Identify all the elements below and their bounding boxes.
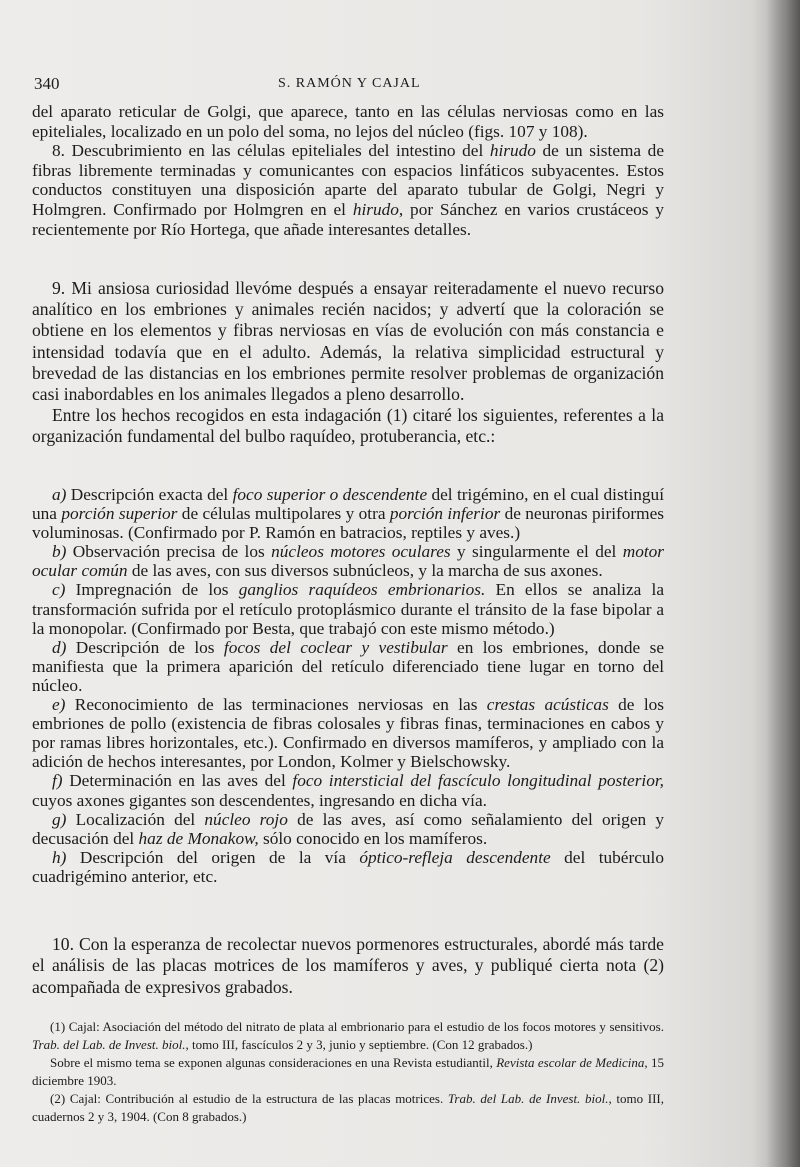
- item-text: de las aves, con sus diversos subnúcleos, y la marcha de sus axones.: [127, 561, 603, 581]
- item-italic: focos del coclear y vestibular: [223, 637, 448, 657]
- footnote-italic: Trab. del Lab. de Invest. biol.: [32, 1037, 186, 1052]
- list-label: c): [52, 580, 66, 600]
- item-text: Descripción exacta del: [66, 485, 233, 504]
- item-text: cuyos axones gigantes son descendentes, ingresando en dicha vía.: [32, 790, 487, 810]
- item-text: Reconocimiento de las terminaciones nerviosas en las: [65, 695, 487, 715]
- p8-text-b: de un sistema de fibras libremente terminadas y comunicantes con espacios linfáticos subyacentes. Estos conductos constituyen una disposición aparte del aparato tubular de Golgi, Negri y Holmgren. Confirmado por Holmgren en el: [32, 141, 664, 219]
- book-spine-shadow: [766, 0, 800, 1167]
- list-item-c: [32, 580, 664, 637]
- item-text: Localización del: [66, 809, 205, 829]
- item-italic: porción superior: [61, 504, 178, 524]
- footnote-italic: Trab. del Lab. de Invest. biol.: [447, 1091, 609, 1106]
- findings-list: [32, 485, 664, 886]
- list-item-f: [32, 771, 664, 809]
- text-block-10: [32, 934, 664, 998]
- page-number: 340: [34, 74, 60, 93]
- list-label: g): [52, 809, 67, 829]
- list-label: h): [52, 847, 67, 867]
- list-item-e: [32, 695, 664, 771]
- item-text: de neuronas piriformes voluminosas. (Confirmado por P. Ramón en batracios, reptiles y aves.): [32, 504, 665, 543]
- running-head: S. RAMÓN Y CAJAL: [278, 76, 421, 91]
- footnote-text: Sobre el mismo tema se exponen algunas consideraciones en una Revista estudiantil,: [50, 1055, 497, 1070]
- p8-text-a: 8. Descubrimiento en las células epiteliales del intestino del: [52, 141, 490, 161]
- footnote-italic: Revista escolar de Medicina: [496, 1055, 645, 1070]
- item-text: de las aves, así como señalamiento del origen y decusación del: [32, 809, 664, 848]
- list-item-g: [32, 810, 664, 848]
- list-item-a: [32, 485, 664, 542]
- paragraph-continued: del aparato reticular de Golgi, que aparece, tanto en las células nerviosas como en las epiteliales, localizado en un polo del soma, no lejos del núcleo (figs. 107 y 108).: [32, 102, 664, 141]
- item-text: del trigémino, en el cual distinguí una: [32, 485, 665, 524]
- footnote-text: (2) Cajal: Contribución al estudio de la estructura de las placas motrices.: [50, 1091, 448, 1106]
- footnote-1: [32, 1018, 664, 1054]
- item-italic: núcleos motores oculares: [271, 542, 451, 562]
- item-italic: foco intersticial del fascículo longitudinal posterior,: [292, 771, 664, 791]
- footnote-text: , tomo III, fascículos 2 y 3, junio y septiembre. (Con 12 grabados.): [185, 1037, 533, 1052]
- list-item-d: [32, 638, 664, 695]
- item-text: del tubérculo cuadrigémino anterior, etc.: [32, 847, 664, 886]
- item-text: de células multipolares y otra: [177, 504, 390, 524]
- item-text: en los embriones, donde se manifiesta que la primera aparición del retículo diferenciado tiene lugar en torno del núcleo.: [32, 637, 664, 695]
- paragraph-9-continued: Entre los hechos recogidos en esta indagación (1) citaré los siguientes, referentes a la organización fundamental del bulbo raquídeo, protuberancia, etc.:: [32, 405, 664, 447]
- footnote-1-continued: [32, 1054, 664, 1090]
- p8-italic-a: hirudo: [489, 141, 536, 161]
- item-italic: núcleo rojo: [204, 809, 288, 829]
- item-text: de los embriones de pollo (existencia de fibras colosales y fibras finas, terminaciones en cabos y por ramas libres horizontales, etc.). Confirmado en diversos mamíferos, y ampliado con la adición de hechos interesantes, por London, Kolmer y Bielschowsky.: [32, 695, 664, 772]
- item-text: Observación precisa de los: [66, 542, 272, 562]
- paragraph-8: [32, 141, 664, 239]
- item-italic: porción inferior: [389, 504, 501, 524]
- footnote-text: , tomo III, cuadernos 2 y 3, 1904. (Con 8 grabados.): [32, 1091, 665, 1124]
- item-italic: haz de Monakow,: [138, 828, 259, 848]
- p8-italic-b: hirudo: [352, 199, 399, 219]
- item-text: sólo conocido en los mamíferos.: [258, 828, 488, 848]
- list-label: d): [52, 637, 67, 657]
- list-item-h: [32, 848, 664, 886]
- paragraph-9: 9. Mi ansiosa curiosidad llevóme después a ensayar reiteradamente el nuevo recurso analítico en los embriones y animales recién nacidos; y advertí que la coloración se obtiene en los elementos y fibras nerviosas en vías de evolución con más constancia e intensidad todavía que en el adulto. Además, la relativa simplicidad estructural y brevedad de las distancias en los embriones permite resolver problemas de organización casi inabordables en los animales llegados a pleno desarrollo.: [32, 278, 664, 405]
- item-italic: crestas acústicas: [486, 695, 609, 715]
- item-italic: foco superior o descendente: [232, 485, 428, 504]
- footnotes: [32, 1018, 664, 1126]
- list-item-b: [32, 542, 664, 580]
- item-text: Descripción de los: [66, 637, 224, 657]
- item-text: Impregnación de los: [65, 580, 239, 600]
- footnote-text: , 15 diciembre 1903.: [32, 1055, 664, 1088]
- list-label: b): [52, 542, 67, 562]
- footnote-text: (1) Cajal: Asociación del método del nitrato de plata al embrionario para el estudio de los focos motores y sensitivos.: [50, 1019, 664, 1034]
- list-label: e): [52, 695, 66, 715]
- page-header: [34, 74, 754, 96]
- list-label: a): [52, 485, 67, 504]
- item-italic: óptico-refleja descendente: [359, 847, 551, 867]
- text-block-top: [32, 102, 664, 239]
- item-text: Determinación en las aves del: [62, 771, 293, 791]
- item-text: y singularmente el del: [450, 542, 623, 562]
- p8-text-c: , por Sánchez en varios crustáceos y recientemente por Río Hortega, que añade interesantes detalles.: [32, 199, 664, 239]
- item-italic: ganglios raquídeos embrionarios.: [238, 580, 486, 600]
- paragraph-10: 10. Con la esperanza de recolectar nuevos pormenores estructurales, abordé más tarde el análisis de las placas motrices de los mamíferos y aves, y publiqué cierta nota (2) acompañada de expresivos grabados.: [32, 934, 664, 997]
- list-label: f): [52, 771, 63, 791]
- item-italic: motor ocular común: [32, 542, 665, 581]
- item-text: Descripción del origen de la vía: [66, 847, 360, 867]
- text-block-9: [32, 278, 664, 448]
- footnote-2: [32, 1090, 664, 1126]
- item-text: En ellos se analiza la transformación sufrida por el retículo protoplásmico durante el tránsito de la fase bipolar a la monopolar. (Confirmado por Besta, que trabajó con este mismo método.): [32, 580, 664, 638]
